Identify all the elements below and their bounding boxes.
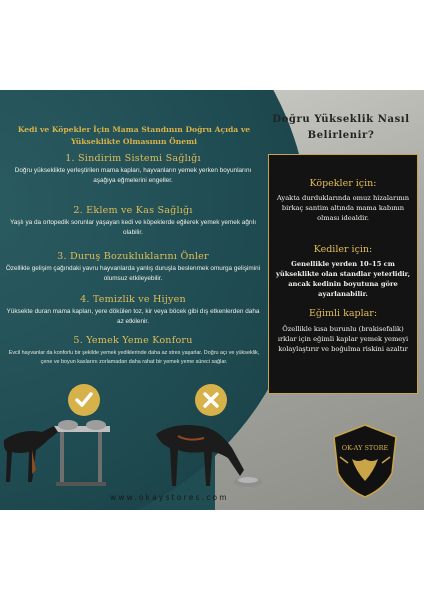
- sloped-heading: Eğimli kaplar:: [308, 308, 378, 319]
- logo-text: OK-AY STORE: [341, 444, 389, 452]
- section-heading: 3. Duruş Bozukluklarını Önler: [57, 251, 209, 262]
- section-1: [4, 152, 262, 186]
- section-5: [4, 334, 262, 347]
- cats-text: Genellikle yerden 10–15 cm yükseklikte olan standlar yeterlidir, ancak kedinin boyutuna göre ayarlanabilir.: [275, 260, 411, 298]
- dogs-heading: Köpekler için:: [309, 178, 377, 189]
- right-title: Doğru Yükseklik Nasıl Belirlenir?: [272, 114, 410, 141]
- section-heading: 1. Sindirim Sistemi Sağlığı: [65, 153, 201, 164]
- section-heading: 2. Eklem ve Kas Sağlığı: [73, 205, 193, 216]
- section-5-text: Evcil hayvanlar da konforlu bir şekilde yemek yediklerinde daha az stres yaşarlar. Doğru açı ve yükseklik, çene ve boyun kaslarını zorlamadan daha rahat bir yemek yeme süreci sağlar.: [8, 350, 260, 365]
- section-2: [4, 204, 262, 238]
- dog-correct-image: [2, 410, 122, 490]
- section-4: [4, 293, 262, 327]
- section-text: Yüksekte duran mama kapları, yere dökülen toz, kir veya böcek gibi dış etkenlerden daha az etkilenir.: [6, 308, 260, 325]
- section-text: Doğru yükseklikte yerleştirilen mama kapları, hayvanların yemek yerken boyunlarını aşağıya eğmelerini engeller.: [14, 167, 252, 184]
- section-heading: 4. Temizlik ve Hijyen: [80, 294, 186, 305]
- dogs-text: Ayakta durduklarında omuz hizalarının birkaç santim altında mama kabının olması idealdir.: [276, 194, 410, 222]
- cats-heading: Kediler için:: [313, 244, 373, 255]
- height-guide-box: [268, 154, 418, 394]
- section-heading: 5. Yemek Yeme Konforu: [73, 335, 193, 346]
- infographic-card: [0, 90, 424, 510]
- section-3: [4, 250, 262, 284]
- main-title: Kedi ve Köpekler İçin Mama Standının Doğru Açıda ve Yükseklikte Olmasının Önemi: [17, 125, 251, 146]
- website-url[interactable]: www.okaystores.com: [110, 493, 229, 502]
- dog-wrong-image: [148, 408, 268, 494]
- section-text: Özellikle gelişim çağındaki yavru hayvanlarda yanlış duruşla beslenmek omurga gelişimini olumsuz etkileyebilir.: [5, 265, 261, 282]
- okay-store-logo: [330, 423, 400, 499]
- section-text: Yaşlı ya da ortopedik sorunlar yaşayan kedi ve köpeklerde eğilerek yemek yemek ağrılı olabilir.: [9, 219, 257, 236]
- sloped-text: Özellikle kısa burunlu (brakisefalik) ırklar için eğimli kaplar yemek yemeyi kolaylaştırır ve boğulma riskini azaltır: [277, 325, 409, 353]
